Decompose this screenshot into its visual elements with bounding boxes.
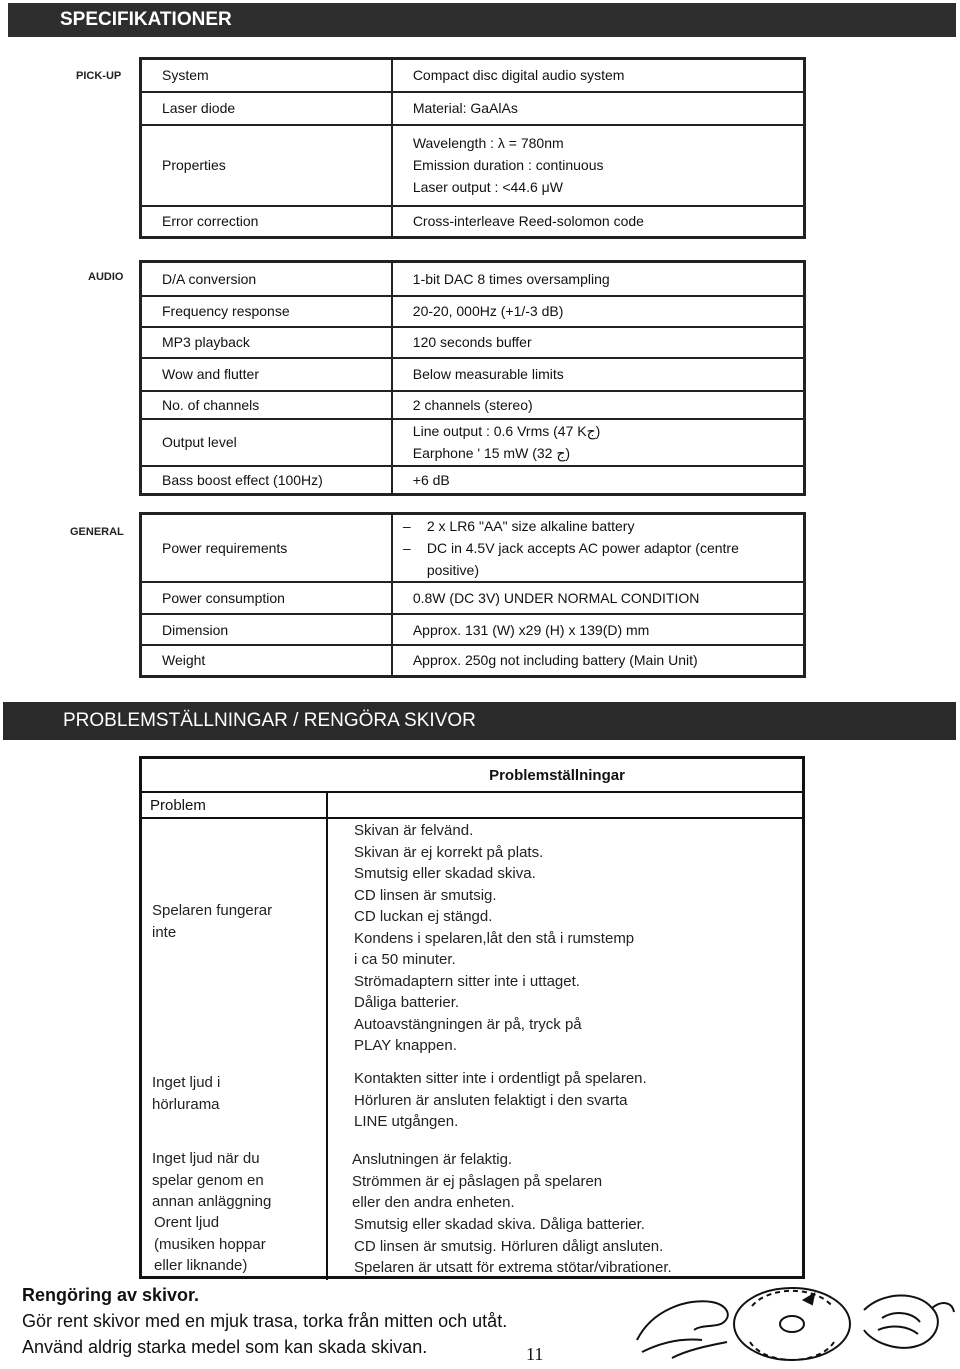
causes-cell: Smutsig eller skadad skiva. Dåliga batterier. CD linsen är smutsig. Hörluren dåligt ansluten. Spelaren är utsatt för extrema stötar/vibrationer.	[354, 1216, 672, 1276]
table-row	[141, 514, 805, 583]
spec-value: Below measurable limits	[392, 358, 805, 391]
pickup-table	[139, 57, 806, 239]
table-row	[141, 206, 805, 238]
cleaning-heading: Rengöring av skivor.	[22, 1285, 200, 1305]
spec-header: SPECIFIKATIONER	[8, 3, 956, 37]
spec-label: Power consumption	[141, 582, 392, 614]
problem-heading: Problem	[150, 797, 206, 814]
table-row	[141, 327, 805, 358]
spec-value: 2 channels (stereo)	[392, 391, 805, 419]
spec-label: Frequency response	[141, 296, 392, 327]
problem-cell: Orent ljud (musiken hoppar eller liknande)	[154, 1214, 266, 1274]
trouble-title: Problemställningar	[142, 759, 802, 793]
spec-label: Error correction	[141, 206, 392, 238]
spec-value: Approx. 250g not including battery (Main Unit)	[392, 645, 805, 676]
table-row	[141, 59, 805, 92]
problem-cell: Inget ljud när du spelar genom en annan anläggning	[152, 1150, 272, 1210]
table-row	[141, 262, 805, 296]
audio-table	[139, 260, 806, 496]
spec-label: Power requirements	[141, 514, 392, 583]
spec-value: 20-20, 000Hz (+1/-3 dB)	[392, 296, 805, 327]
spec-value: +6 dB	[392, 466, 805, 495]
spec-label: No. of channels	[141, 391, 392, 419]
table-row	[141, 125, 805, 206]
spec-label: D/A conversion	[141, 262, 392, 296]
spec-value: Line output : 0.6 Vrms (47 Kج) Earphone ' 15 mW (32 ج)	[392, 419, 805, 466]
table-row	[141, 358, 805, 391]
trouble-header: PROBLEMSTÄLLNINGAR / RENGÖRA SKIVOR	[3, 702, 956, 740]
spec-label: Wow and flutter	[141, 358, 392, 391]
table-row	[141, 92, 805, 125]
table-row	[141, 614, 805, 645]
audio-section-label: AUDIO	[88, 271, 124, 283]
problem-cell: Spelaren fungerar inte	[152, 902, 273, 941]
spec-value: 120 seconds buffer	[392, 327, 805, 358]
spec-label: Output level	[141, 419, 392, 466]
spec-value: Material: GaAlAs	[392, 92, 805, 125]
spec-value: Wavelength : λ = 780nm Emission duration : continuous Laser output : <44.6 μW	[392, 125, 805, 206]
causes-cell: Skivan är felvänd. Skivan är ej korrekt på plats. Smutsig eller skadad skiva. CD linsen är smutsig. CD luckan ej stängd. Kondens i spelaren,låt den stå i rumstemp i ca 50 minuter. Strömadaptern sitter inte i uttaget. Dåliga batterier. Autoavstängningen är på, tryck på PLAY knappen.	[354, 822, 635, 1054]
table-row	[141, 296, 805, 327]
spec-label: Laser diode	[141, 92, 392, 125]
page-number: 11	[526, 1344, 544, 1364]
table-row	[141, 391, 805, 419]
row-divider	[142, 817, 802, 819]
general-table	[139, 512, 806, 678]
disc-cleaning-illustration-icon	[632, 1280, 958, 1368]
pickup-section-label: PICK-UP	[76, 70, 122, 82]
spec-value: Cross-interleave Reed-solomon code	[392, 206, 805, 238]
table-row	[141, 419, 805, 466]
spec-label: Properties	[141, 125, 392, 206]
table-row	[141, 466, 805, 495]
spec-label: MP3 playback	[141, 327, 392, 358]
spec-label: Bass boost effect (100Hz)	[141, 466, 392, 495]
spec-value: Compact disc digital audio system	[392, 59, 805, 92]
cleaning-line: Använd aldrig starka medel som kan skada skivan.	[22, 1337, 428, 1357]
spec-label: Weight	[141, 645, 392, 676]
table-row	[141, 582, 805, 614]
spec-label: System	[141, 59, 392, 92]
spec-value: 1-bit DAC 8 times oversampling	[392, 262, 805, 296]
cleaning-section	[22, 1282, 507, 1360]
spec-label: Dimension	[141, 614, 392, 645]
table-row	[141, 645, 805, 676]
general-section-label: GENERAL	[70, 526, 124, 538]
causes-cell: Anslutningen är felaktig. Strömmen är ej påslagen på spelaren eller den andra enheten.	[352, 1151, 603, 1211]
trouble-table	[139, 756, 805, 1279]
spec-value: 0.8W (DC 3V) UNDER NORMAL CONDITION	[392, 582, 805, 614]
cleaning-line: Gör rent skivor med en mjuk trasa, torka från mitten och utåt.	[22, 1311, 508, 1331]
causes-cell: Kontakten sitter inte i ordentligt på spelaren. Hörluren är ansluten felaktigt i den svarta LINE utgången.	[354, 1070, 647, 1130]
spec-value: Approx. 131 (W) x29 (H) x 139(D) mm	[392, 614, 805, 645]
column-divider	[326, 793, 328, 1280]
problem-cell: Inget ljud i hörlurama	[152, 1074, 221, 1113]
spec-value: – 2 x LR6 "AA" size alkaline battery – DC in 4.5V jack accepts AC power adaptor (centre positive)	[392, 514, 805, 583]
